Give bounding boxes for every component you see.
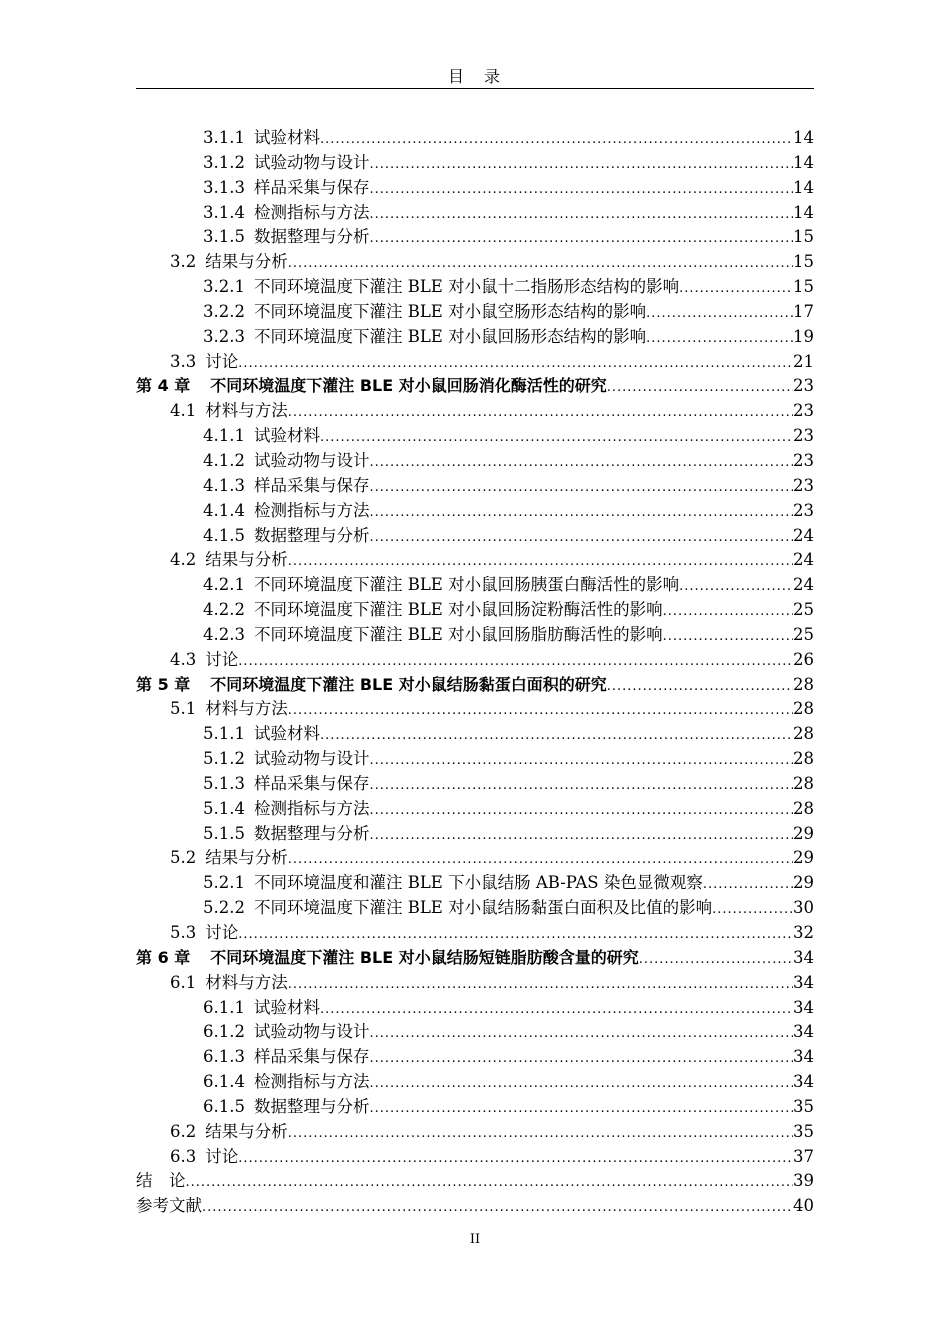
toc-dot-leader xyxy=(712,898,793,921)
toc-entry-number: 4.3 xyxy=(170,649,197,669)
toc-entry[interactable] xyxy=(136,126,814,151)
toc-dot-leader xyxy=(238,1147,793,1170)
toc-entry-title: 试验材料 xyxy=(253,997,320,1017)
toc-entry[interactable] xyxy=(136,250,814,275)
toc-entry-page: 28 xyxy=(793,724,814,744)
toc-entry-page: 28 xyxy=(793,699,814,719)
toc-entry-page: 30 xyxy=(793,898,814,918)
toc-entry[interactable] xyxy=(136,722,814,747)
toc-entry-title: 不同环境温度下灌注 BLE 对小鼠回肠胰蛋白酶活性的影响 xyxy=(253,575,680,595)
toc-entry-title: 材料与方法 xyxy=(205,401,288,421)
toc-dot-leader xyxy=(320,128,793,151)
toc-entry-title: 样品采集与保存 xyxy=(253,475,370,495)
toc-entry[interactable] xyxy=(136,1145,814,1170)
toc-entry-page: 34 xyxy=(793,997,814,1017)
toc-entry-number: 4.1.5 xyxy=(203,525,245,545)
toc-entry-title: 不同环境温度下灌注 BLE 对小鼠回肠脂肪酶活性的影响 xyxy=(253,624,663,644)
toc-entry-page: 34 xyxy=(793,1072,814,1092)
toc-entry-title: 数据整理与分析 xyxy=(253,525,370,545)
toc-dot-leader xyxy=(663,625,793,648)
toc-entry[interactable] xyxy=(136,176,814,201)
toc-entry-title: 数据整理与分析 xyxy=(253,1096,370,1116)
toc-entry[interactable] xyxy=(136,697,814,722)
toc-entry[interactable] xyxy=(136,623,814,648)
toc-entry[interactable] xyxy=(136,300,814,325)
toc-entry-title: 数据整理与分析 xyxy=(253,227,370,247)
toc-entry[interactable] xyxy=(136,499,814,524)
toc-entry-page: 40 xyxy=(793,1196,814,1216)
toc-entry-page: 35 xyxy=(793,1096,814,1116)
toc-dot-leader xyxy=(369,824,793,847)
toc-entry-title: 讨论 xyxy=(205,649,239,669)
toc-entry-title: 数据整理与分析 xyxy=(253,823,370,843)
toc-dot-leader xyxy=(369,203,793,226)
toc-entry-number: 4.1.1 xyxy=(203,426,245,446)
toc-entry-page: 28 xyxy=(793,749,814,769)
toc-dot-leader xyxy=(369,227,793,250)
toc-entry-page: 23 xyxy=(793,426,814,446)
toc-entry-number: 5.2.1 xyxy=(203,873,245,893)
toc-dot-leader xyxy=(288,699,793,722)
toc-entry-page: 14 xyxy=(793,152,814,172)
toc-entry-number: 5.3 xyxy=(170,923,197,942)
toc-dot-leader xyxy=(679,575,793,598)
toc-entry-title: 结果与分析 xyxy=(205,550,288,570)
toc-entry-title: 不同环境温度下灌注 BLE 对小鼠结肠黏蛋白面积及比值的影响 xyxy=(253,898,713,918)
toc-entry[interactable] xyxy=(136,399,814,424)
toc-entry-page: 15 xyxy=(793,252,814,272)
toc-entry-title: 不同环境温度下灌注 BLE 对小鼠空肠形态结构的影响 xyxy=(253,301,647,321)
toc-dot-leader xyxy=(369,451,793,474)
toc-entry-title: 讨论 xyxy=(205,923,239,942)
toc-entry-number: 3.1.5 xyxy=(203,227,245,247)
toc-dot-leader xyxy=(288,401,793,424)
toc-entry-number: 6.1.1 xyxy=(203,997,245,1017)
toc-entry-page: 21 xyxy=(793,351,814,371)
toc-entry-page: 24 xyxy=(793,550,814,570)
toc-entry-title: 检测指标与方法 xyxy=(253,1072,370,1092)
toc-entry-number: 4.1.4 xyxy=(203,500,245,520)
toc-entry-page: 34 xyxy=(793,1047,814,1067)
toc-dot-leader xyxy=(663,600,793,623)
toc-entry-number: 4.1 xyxy=(170,401,197,421)
toc-entry-page: 15 xyxy=(793,227,814,247)
toc-entry-number: 5.1.1 xyxy=(203,724,245,744)
toc-entry-title: 试验材料 xyxy=(253,724,320,744)
toc-entry-page: 23 xyxy=(793,500,814,520)
header-rule xyxy=(136,88,814,89)
toc-dot-leader xyxy=(369,799,793,822)
toc-entry-number: 6.3 xyxy=(170,1146,197,1166)
toc-entry[interactable] xyxy=(136,598,814,623)
toc-entry-page: 23 xyxy=(793,475,814,495)
toc-entry[interactable] xyxy=(136,1020,814,1045)
toc-entry-number: 5.2.2 xyxy=(203,898,245,918)
toc-entry-page: 32 xyxy=(793,923,814,942)
toc-entry-number: 5.1.5 xyxy=(203,823,245,843)
toc-dot-leader xyxy=(288,848,793,871)
toc-dot-leader xyxy=(238,352,793,375)
toc-entry-title: 检测指标与方法 xyxy=(253,202,370,222)
toc-entry[interactable] xyxy=(136,1169,814,1194)
toc-entry[interactable] xyxy=(136,449,814,474)
toc-entry-page: 23 xyxy=(793,401,814,421)
toc-entry-page: 37 xyxy=(793,1146,814,1166)
toc-entry-number: 4.1.2 xyxy=(203,450,245,470)
toc-entry-number: 6.1 xyxy=(170,972,197,992)
toc-entry-page: 15 xyxy=(793,277,814,297)
toc-entry-title: 检测指标与方法 xyxy=(253,798,370,818)
toc-entry-title: 试验动物与设计 xyxy=(253,1022,370,1042)
toc-dot-leader xyxy=(369,1022,793,1045)
toc-entry-page: 14 xyxy=(793,202,814,222)
toc-entry[interactable] xyxy=(136,747,814,772)
toc-entry-number: 3.1.2 xyxy=(203,152,245,172)
toc-dot-leader xyxy=(369,178,793,201)
toc-dot-leader xyxy=(646,327,793,350)
toc-entry-number: 第 6 章 xyxy=(136,947,191,967)
toc-dot-leader xyxy=(639,948,793,971)
toc-entry-number: 3.2.1 xyxy=(203,277,245,297)
toc-dot-leader xyxy=(369,501,793,524)
toc-entry[interactable] xyxy=(136,1070,814,1095)
toc-entry-page: 23 xyxy=(793,376,814,396)
page-number: II xyxy=(469,1232,481,1247)
toc-dot-leader xyxy=(369,153,793,176)
toc-entry-page: 25 xyxy=(793,600,814,620)
toc-entry-page: 14 xyxy=(793,128,814,147)
toc-dot-leader xyxy=(320,998,793,1021)
toc-entry-title: 不同环境温度下灌注 BLE 对小鼠回肠消化酶活性的研究 xyxy=(210,376,607,396)
toc-dot-leader xyxy=(679,277,793,300)
toc-entry[interactable] xyxy=(136,822,814,847)
toc-entry[interactable] xyxy=(136,1194,814,1219)
toc-dot-leader xyxy=(320,724,793,747)
toc-dot-leader xyxy=(202,1196,793,1219)
toc-entry[interactable] xyxy=(136,896,814,921)
toc-dot-leader xyxy=(369,1072,793,1095)
toc-entry-number: 3.1.3 xyxy=(203,177,245,197)
toc-entry-number: 5.1.4 xyxy=(203,798,245,818)
toc-dot-leader xyxy=(369,476,793,499)
toc-entry-number: 3.2 xyxy=(170,252,197,272)
toc-entry[interactable] xyxy=(136,573,814,598)
toc-entry-number: 第 5 章 xyxy=(136,674,191,694)
toc-entry-title: 样品采集与保存 xyxy=(253,177,370,197)
toc-entry-number: 第 4 章 xyxy=(136,376,191,396)
toc-entry-title: 材料与方法 xyxy=(205,972,288,992)
toc-entry-number: 6.1.5 xyxy=(203,1096,245,1116)
toc-entry[interactable] xyxy=(136,350,814,375)
toc-entry-page: 34 xyxy=(793,972,814,992)
toc-entry[interactable] xyxy=(136,201,814,226)
toc-entry[interactable] xyxy=(136,325,814,350)
toc-entry[interactable] xyxy=(136,772,814,797)
toc-entry-page: 34 xyxy=(793,1022,814,1042)
toc-entry-number: 5.1.3 xyxy=(203,773,245,793)
toc-entry-title: 样品采集与保存 xyxy=(253,773,370,793)
toc-entry-title: 参考文献 xyxy=(136,1196,202,1216)
toc-entry-number: 6.1.2 xyxy=(203,1022,245,1042)
toc-entry-page: 23 xyxy=(793,450,814,470)
toc-entry-title: 检测指标与方法 xyxy=(253,500,370,520)
toc-entry-title: 讨论 xyxy=(205,1146,239,1166)
toc-entry[interactable] xyxy=(136,871,814,896)
toc-entry-title: 不同环境温度下灌注 BLE 对小鼠十二指肠形态结构的影响 xyxy=(253,277,680,297)
toc-entry-title: 材料与方法 xyxy=(205,699,288,719)
toc-dot-leader xyxy=(369,749,793,772)
toc-entry[interactable] xyxy=(136,1120,814,1145)
toc-entry-title: 试验材料 xyxy=(253,128,320,147)
toc-dot-leader xyxy=(369,526,793,549)
toc-entry-page: 26 xyxy=(793,649,814,669)
toc-entry-title: 试验动物与设计 xyxy=(253,749,370,769)
toc-entry-title: 结 论 xyxy=(136,1171,186,1191)
toc-entry-title: 不同环境温度和灌注 BLE 下小鼠结肠 AB-PAS 染色显微观察 xyxy=(253,873,703,893)
toc-entry[interactable] xyxy=(136,971,814,996)
toc-dot-leader xyxy=(288,550,793,573)
toc-entry-page: 25 xyxy=(793,624,814,644)
toc-entry-title: 结果与分析 xyxy=(205,848,288,868)
toc-dot-leader xyxy=(288,973,793,996)
toc-entry[interactable] xyxy=(136,846,814,871)
toc-entry[interactable] xyxy=(136,996,814,1021)
toc-dot-leader xyxy=(238,650,793,673)
toc-entry[interactable] xyxy=(136,524,814,549)
toc-entry-page: 24 xyxy=(793,575,814,595)
toc-entry[interactable] xyxy=(136,474,814,499)
toc-dot-leader xyxy=(369,1097,793,1120)
toc-chapter-entry[interactable] xyxy=(136,946,814,971)
toc-dot-leader xyxy=(369,774,793,797)
toc-entry-number: 5.1.2 xyxy=(203,749,245,769)
toc-entry[interactable] xyxy=(136,275,814,300)
toc-entry-number: 3.1.1 xyxy=(203,128,245,147)
toc-entry-title: 讨论 xyxy=(205,351,239,371)
toc-entry-number: 3.1.4 xyxy=(203,202,245,222)
toc-entry-number: 6.1.4 xyxy=(203,1072,245,1092)
toc-entry-number: 4.2.3 xyxy=(203,624,245,644)
toc-entry-page: 14 xyxy=(793,177,814,197)
toc-entry[interactable] xyxy=(136,648,814,673)
toc-entry-page: 35 xyxy=(793,1121,814,1141)
toc-entry-title: 试验材料 xyxy=(253,426,320,446)
toc-entry-title: 结果与分析 xyxy=(205,1121,288,1141)
toc-entry[interactable] xyxy=(136,548,814,573)
toc-entry-number: 5.2 xyxy=(170,848,197,868)
toc-entry-page: 39 xyxy=(793,1171,814,1191)
toc-entry[interactable] xyxy=(136,1045,814,1070)
toc-entry-page: 24 xyxy=(793,525,814,545)
toc-entry-title: 结果与分析 xyxy=(205,252,288,272)
toc-dot-leader xyxy=(288,252,793,275)
toc-entry-title: 不同环境温度下灌注 BLE 对小鼠回肠形态结构的影响 xyxy=(253,326,647,346)
table-of-contents xyxy=(136,126,814,1219)
toc-entry-number: 6.1.3 xyxy=(203,1047,245,1067)
toc-entry-page: 28 xyxy=(793,773,814,793)
toc-entry-title: 不同环境温度下灌注 BLE 对小鼠回肠淀粉酶活性的影响 xyxy=(253,600,663,620)
toc-entry-page: 29 xyxy=(793,873,814,893)
toc-dot-leader xyxy=(238,923,793,946)
toc-dot-leader xyxy=(369,1047,793,1070)
toc-entry[interactable] xyxy=(136,797,814,822)
toc-dot-leader xyxy=(703,873,793,896)
toc-dot-leader xyxy=(607,675,793,698)
toc-dot-leader xyxy=(646,302,793,325)
toc-entry-page: 34 xyxy=(793,947,814,967)
toc-entry-page: 29 xyxy=(793,823,814,843)
toc-entry[interactable] xyxy=(136,921,814,946)
toc-entry[interactable] xyxy=(136,424,814,449)
toc-entry-number: 3.3 xyxy=(170,351,197,371)
toc-dot-leader xyxy=(288,1122,793,1145)
toc-entry-title: 不同环境温度下灌注 BLE 对小鼠结肠黏蛋白面积的研究 xyxy=(210,674,607,694)
toc-entry-title: 不同环境温度下灌注 BLE 对小鼠结肠短链脂肪酸含量的研究 xyxy=(210,947,639,967)
toc-chapter-entry[interactable] xyxy=(136,374,814,399)
toc-entry-number: 4.2.1 xyxy=(203,575,245,595)
toc-entry[interactable] xyxy=(136,1095,814,1120)
toc-entry-title: 试验动物与设计 xyxy=(253,450,370,470)
toc-entry-number: 4.1.3 xyxy=(203,475,245,495)
toc-entry[interactable] xyxy=(136,151,814,176)
toc-dot-leader xyxy=(320,426,793,449)
toc-entry-page: 17 xyxy=(793,301,814,321)
toc-entry[interactable] xyxy=(136,225,814,250)
toc-entry-number: 3.2.2 xyxy=(203,301,245,321)
toc-dot-leader xyxy=(607,376,793,399)
toc-entry-title: 样品采集与保存 xyxy=(253,1047,370,1067)
page-header-title: 目 录 xyxy=(447,67,502,86)
toc-entry-page: 28 xyxy=(793,674,814,694)
toc-entry-number: 4.2.2 xyxy=(203,600,245,620)
toc-entry-page: 29 xyxy=(793,848,814,868)
toc-entry-title: 试验动物与设计 xyxy=(253,152,370,172)
toc-entry-number: 5.1 xyxy=(170,699,197,719)
toc-entry-page: 28 xyxy=(793,798,814,818)
toc-dot-leader xyxy=(186,1171,794,1194)
toc-entry-number: 3.2.3 xyxy=(203,326,245,346)
toc-chapter-entry[interactable] xyxy=(136,673,814,698)
toc-entry-page: 19 xyxy=(793,326,814,346)
toc-entry-number: 6.2 xyxy=(170,1121,197,1141)
toc-entry-number: 4.2 xyxy=(170,550,197,570)
